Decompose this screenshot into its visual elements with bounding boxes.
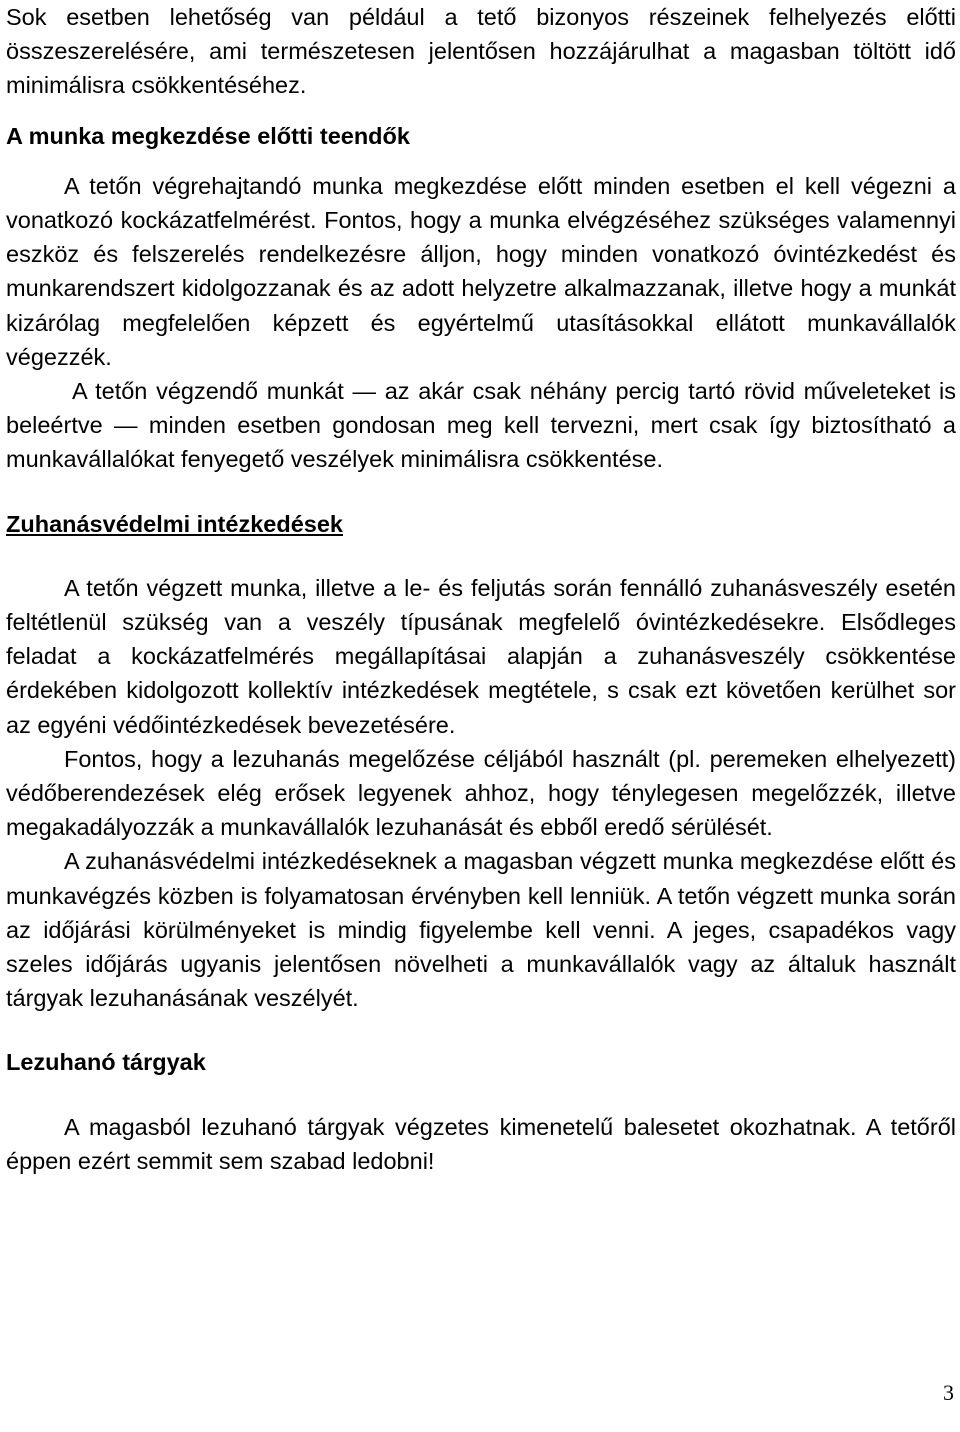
heading-fall-protection: Zuhanásvédelmi intézkedések bbox=[6, 510, 343, 537]
paragraph-intro: Sok esetben lehetőség van például a tető bizonyos részeinek felhelyezés előtti összeszerelésére, ami természetesen jelentősen hozzájárulhat a magasban töltött idő minimálisra csökkentéséhez. bbox=[6, 4, 956, 99]
heading-preparation: A munka megkezdése előtti teendők bbox=[6, 122, 410, 149]
paragraph-fall-1: A tetőn végzett munka, illetve a le- és feljutás során fennálló zuhanásveszély esetén feltétlenül szükség van a veszély típusának megfelelő óvintézkedésekre. Elsődleges feladat a kockázatfelmérés megállapításai alapján a zuhanásveszély csökkentése érdekében kidolgozott kollektív intézkedések megtétele, s csak ezt követően kerülhet sor az egyéni védőintézkedések bevezetésére. bbox=[6, 574, 956, 738]
paragraph-fall-2: Fontos, hogy a lezuhanás megelőzése céljából használt (pl. peremeken elhelyezett) védőberendezések elég erősek legyenek ahhoz, hogy ténylegesen megelőzzék, illetve megakadályozzák a munkavállalók lezuhanását és ebből eredő sérülését. bbox=[6, 745, 956, 841]
heading-falling-objects: Lezuhanó tárgyak bbox=[6, 1049, 206, 1076]
page-number: 3 bbox=[943, 1380, 954, 1405]
paragraph-fall-3: A zuhanásvédelmi intézkedéseknek a magasban végzett munka megkezdése előtt és munkavégzés közben is folyamatosan érvényben kell lenniük. A tetőn végzett munka során az időjárási körülményeket is mindig figyelembe kell venni. A jeges, csapadékos vagy szeles időjárás ugyanis jelentősen növelheti a munkavállalók vagy az általuk használt tárgyak lezuhanásának veszélyét. bbox=[6, 848, 956, 1012]
paragraph-preparation-1: A tetőn végrehajtandó munka megkezdése előtt minden esetben el kell végezni a vonatkozó kockázatfelmérést. Fontos, hogy a munka elvégzéséhez szükséges valamennyi eszköz és felszerelés rendelkezésre álljon, hogy minden vonatkozó óvintézkedést és munkarendszert kidolgozzanak és az adott helyzetre alkalmazzanak, illetve hogy a munkát kizárólag megfelelően képzett és egyértelmű utasításokkal ellátott munkavállalók végezzék. bbox=[6, 172, 956, 370]
paragraph-objects: A magasból lezuhanó tárgyak végzetes kimenetelű balesetet okozhatnak. A tetőről éppen ezért semmit sem szabad ledobni! bbox=[6, 1113, 956, 1174]
document-page bbox=[6, 0, 956, 1178]
paragraph-preparation-2: A tetőn végzendő munkát — az akár csak néhány percig tartó rövid műveleteket is beleértve — minden esetben gondosan meg kell tervezni, mert csak így biztosítható a munkavállalókat fenyegető veszélyek minimálisra csökkentése. bbox=[6, 378, 956, 473]
